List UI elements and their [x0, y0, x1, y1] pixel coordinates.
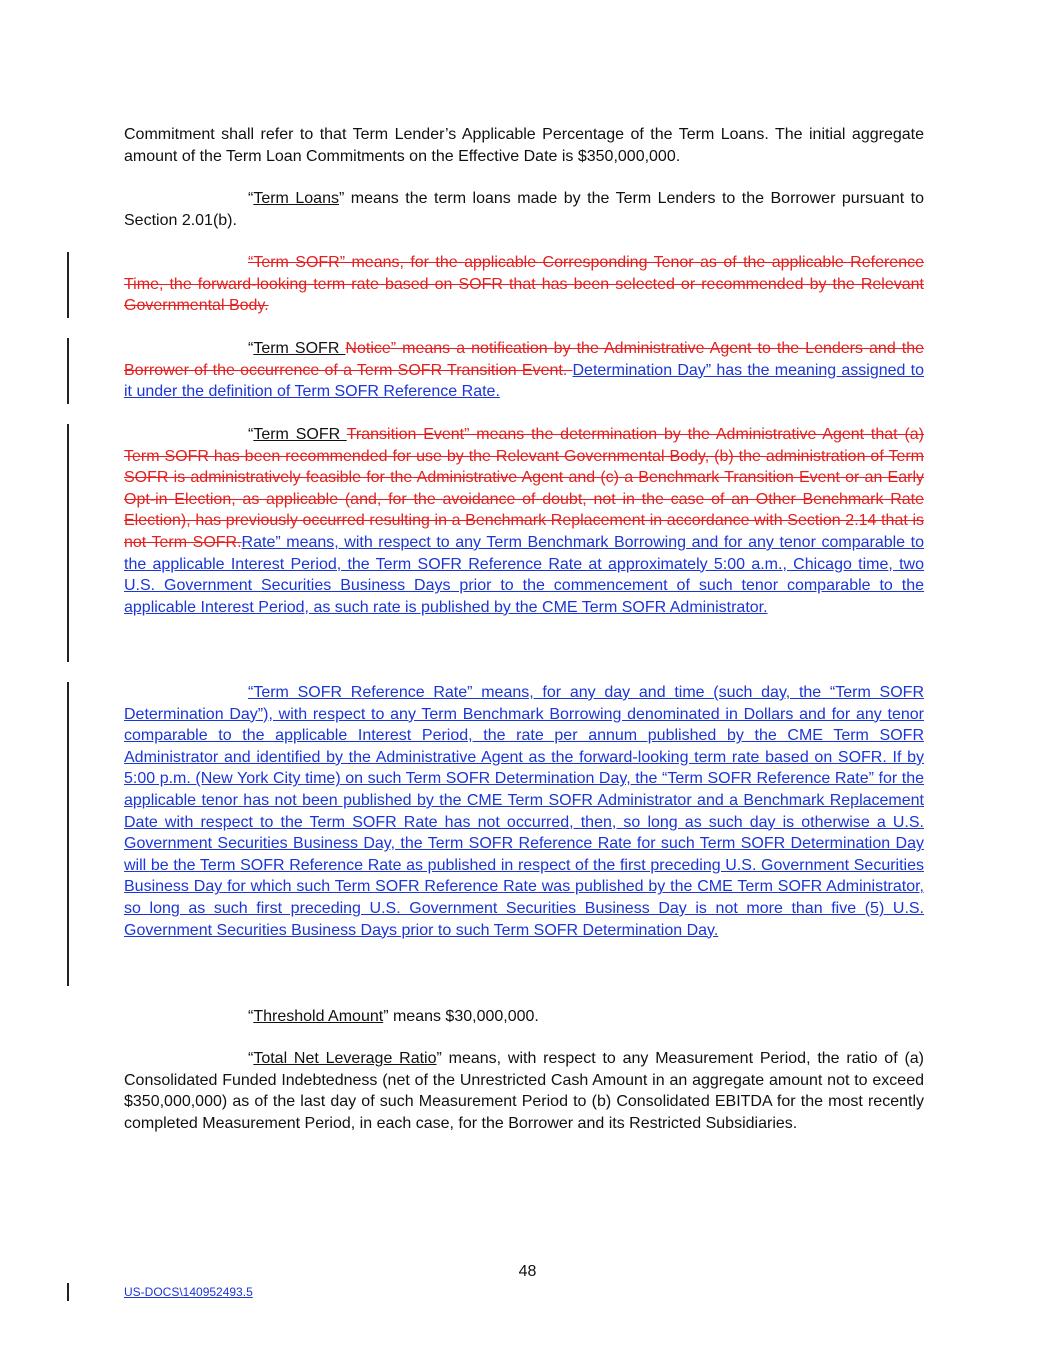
term-loans-open-quote: “: [248, 190, 254, 207]
document-id-link[interactable]: US-DOCS\140952493.5: [124, 1285, 253, 1299]
leverage-term: Total Net Leverage Ratio: [253, 1050, 437, 1067]
page-number: 48: [518, 1263, 537, 1280]
rate-inserted-text: Rate” means, with respect to any Term Benchmark Borrowing and for any tenor comparable to the applicable Interest Period, the Term SOFR Reference Rate at approximately 5:00 a.m., Chicago time, two U.S. Government Securities Business Days prior to the commencement of such tenor comparable to the applicable Interest Period, as such rate is published by the CME Term SOFR Administrator.: [124, 533, 924, 616]
leverage-open-quote: “: [248, 1050, 254, 1067]
reference-rate-inserted-text: “Term SOFR Reference Rate” means, for any day and time (such day, the “Term SOFR Determination Day”), with respect to any Term Benchmark Borrowing denominated in Dollars and for any tenor comparable to the applicable Interest Period, the rate per annum published by the CME Term SOFR Administrator and identified by the Administrative Agent as the forward-looking term rate based on SOFR. If by 5:00 p.m. (New York City time) on such Term SOFR Determination Day, the “Term SOFR Reference Rate” for the applicable tenor has not been published by the CME Term SOFR Administrator and a Benchmark Replacement Date with respect to the Term SOFR Rate has not occurred, then, so long as such day is otherwise a U.S. Government Securities Business Day, the Term SOFR Reference Rate for such Term SOFR Determination Day will be the Term SOFR Reference Rate as published in respect of the first preceding U.S. Government Securities Business Day for which such Term SOFR Reference Rate was published by the CME Term SOFR Administrator, so long as such first preceding U.S. Government Securities Business Day is not more than five (5) U.S. Government Securities Business Days prior to such Term SOFR Determination Day.: [124, 684, 924, 939]
term-loans-term: Term Loans: [253, 190, 339, 207]
change-bar: [67, 682, 69, 986]
commitment-text: Commitment shall refer to that Term Lender’s Applicable Percentage of the Term Loans. The initial aggregate amount of the Term Loan Commitments on the Effective Date is $350,000,000.: [124, 126, 924, 165]
change-bar: [67, 252, 69, 318]
threshold-term: Threshold Amount: [253, 1008, 384, 1025]
determination-day-deleted-text: Notice” means a notification by the Administrative Agent to the Lenders and the Borrower of the occurrence of a Term SOFR Transition Event.: [124, 340, 925, 379]
total-net-leverage-ratio-definition: [124, 1048, 924, 1134]
change-bar: [67, 424, 69, 662]
leverage-text: ” means, with respect to any Measurement Period, the ratio of (a) Consolidated Funded Indebtedness (net of the Unrestricted Cash Amount in an aggregate amount not to exceed $350,000,000) as of the last day of such Measurement Period to (b) Consolidated EBITDA for the most recently completed Measurement Period, in each case, for the Borrower and its Restricted Subsidiaries.: [124, 1050, 924, 1132]
term-loans-definition: [124, 188, 924, 231]
term-loans-text: ” means the term loans made by the Term Lenders to the Borrower pursuant to Section 2.01(b).: [124, 190, 924, 229]
term-sofr-rate-definition: [124, 424, 924, 618]
determination-day-term: Term SOFR: [253, 340, 346, 357]
determination-day-inserted-text: Determination Day” has the meaning assigned to it under the definition of Term SOFR Reference Rate.: [124, 361, 924, 401]
rate-term: Term SOFR: [253, 426, 347, 443]
determination-day-open-quote: “: [248, 340, 254, 357]
term-sofr-deleted-text: “Term SOFR” means, for the applicable Corresponding Tenor as of the applicable Reference Time, the forward-looking term rate based on SOFR that has been selected or recommended by the Relevant Governmental Body.: [124, 254, 924, 315]
threshold-amount-definition: [124, 1006, 924, 1028]
commitment-paragraph: [124, 124, 924, 167]
term-sofr-determination-day-definition: [124, 338, 924, 403]
term-sofr-deleted-definition: [124, 252, 924, 317]
threshold-open-quote: “: [248, 1008, 254, 1025]
change-bar: [67, 338, 69, 404]
threshold-text: ” means $30,000,000.: [383, 1008, 539, 1025]
rate-open-quote: “: [248, 426, 254, 443]
term-sofr-reference-rate-definition: [124, 682, 924, 941]
change-bar: [67, 1283, 69, 1301]
rate-deleted-text: Transition Event” means the determination by the Administrative Agent that (a) Term SOFR has been recommended for use by the Relevant Governmental Body, (b) the administration of Term SOFR is administratively feasible for the Administrative Agent and (c) a Benchmark Transition Event or an Early Opt-in Election, as applicable (and, for the avoidance of doubt, not in the case of an Other Benchmark Rate Election), has previously occurred resulting in a Benchmark Replacement in accordance with Section 2.14 that is not Term SOFR.: [124, 426, 924, 551]
